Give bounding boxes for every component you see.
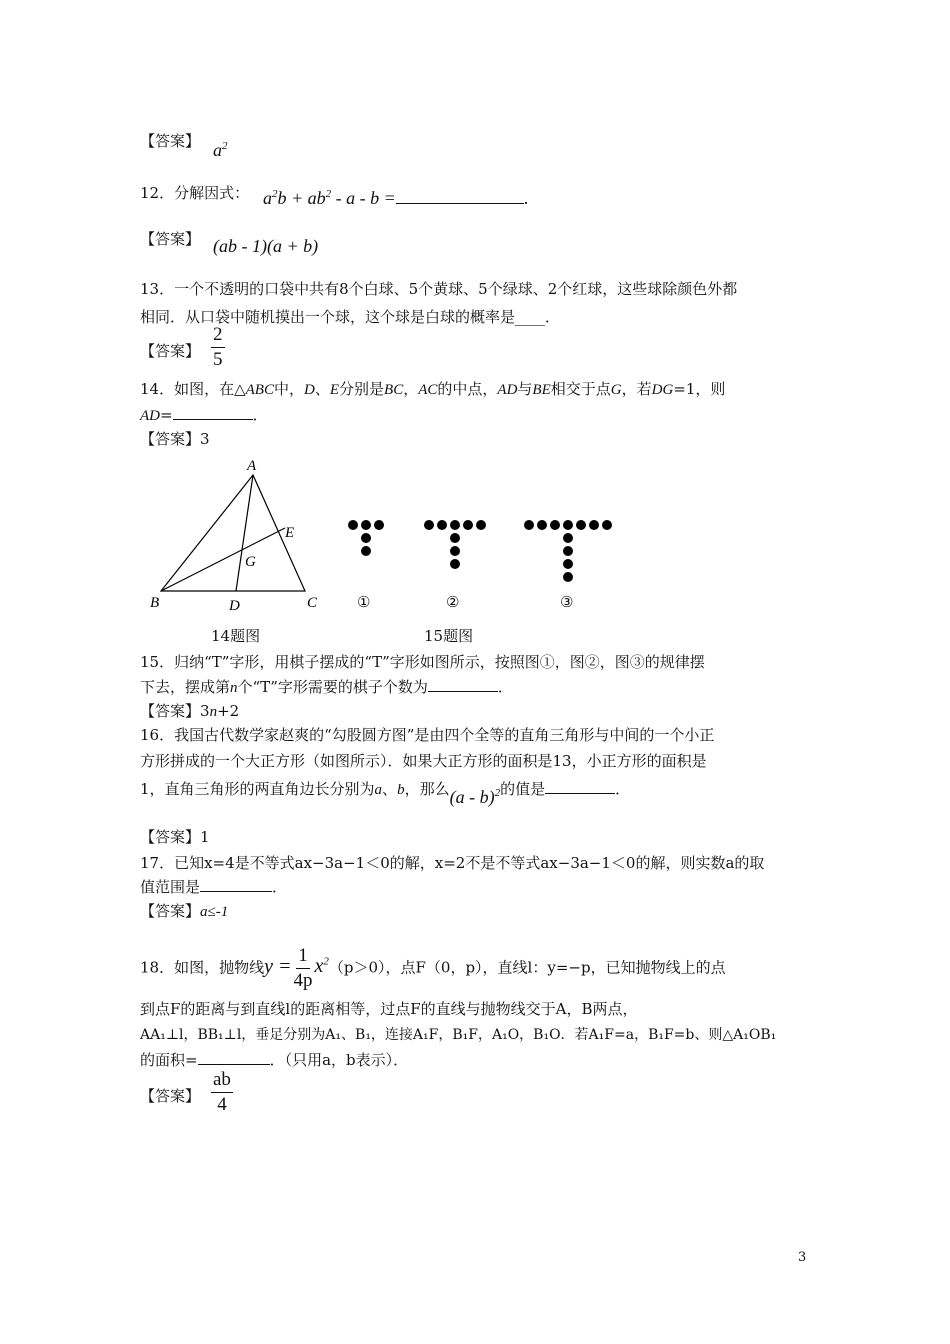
question-18-line1: 18．如图，抛物线y = $\frac{1}{4p}$ $x^2(p>0)$，点F（0，p），直线l：y=−p，已知抛物线上的点 [140, 945, 726, 991]
question-17-line2: 值范围是 ． [140, 878, 288, 896]
fig14-label-B: B [150, 595, 160, 611]
fig14-label-C: C [307, 595, 318, 611]
answer-17: 【答案】a≤-1 [140, 902, 229, 920]
question-18-fraction: $\frac{1}{4p}$ [293, 945, 313, 991]
answer-11: $a^2$ [213, 140, 228, 160]
answer-18-numerator: ab [211, 1070, 233, 1093]
answer-12: (ab - 1)(a + b) [213, 236, 319, 256]
answer-18-denominator: 4 [217, 1093, 227, 1115]
answer-15: 【答案】3n+2 [140, 702, 240, 720]
question-18-line3: AA₁⊥l，BB₁⊥l，垂足分别为A₁、B₁，连接A₁F，B₁F，A₁O，B₁O．若A₁F=a，B₁F=b、则△A₁OB₁ [140, 1027, 777, 1043]
fig15-label-1: ① [357, 593, 371, 611]
question-16-expression: (a - b)$^2$ [449, 787, 501, 807]
answer-13-numerator: 2 [211, 325, 225, 348]
answer-18-fraction [211, 1070, 233, 1115]
question-12 [140, 182, 249, 203]
fig14-label-A: A [247, 458, 257, 474]
answer-label-11: 【答案】 [140, 132, 201, 150]
question-14-line2: AD= ． [140, 406, 268, 424]
question-12-text: 12．分解因式： [140, 184, 250, 202]
figure-15-caption: 15题图 [424, 627, 474, 645]
answer-11-base: a [213, 140, 222, 160]
question-15-line1: 15．归纳“T”字形，用棋子摆成的“T”字形如图所示，按照图①，图②，图③的规律摆 [140, 653, 705, 671]
question-18-line4: 的面积= ．（只用a，b表示）． [140, 1051, 409, 1069]
answer-14-value: 3 [200, 430, 210, 448]
question-14-line1: 14．如图，在△ABC中，D、E分别是BC，AC的中点，AD与BE相交于点G，若DG=1，则 [140, 380, 726, 398]
fig14-label-G: G [245, 554, 256, 570]
answer-14: 【答案】3 [140, 430, 210, 448]
question-12-expression: $a^2b + ab^2 - a - b$ = . [263, 188, 529, 208]
question-17-line1: 17．已知x=4是不等式ax−3a−1＜0的解，x=2不是不等式ax−3a−1＜0的解，则实数a的取 [140, 854, 765, 872]
answer-13-fraction [211, 325, 225, 370]
page-number: 3 [798, 1250, 807, 1265]
answer-label-18: 【答案】 [140, 1087, 201, 1105]
figure-14-triangle [140, 450, 340, 620]
fig14-label-E: E [285, 525, 295, 541]
question-16-line3: 1，直角三角形的两直角边长分别为a、b，那么(a - b)$^2$的值是 ． [140, 780, 631, 807]
question-16-line2: 方形拼成的一个大正方形（如图所示）．如果大正方形的面积是13，小正方形的面积是 [140, 752, 707, 770]
question-15-line2: 下去，摆成第n个“T”字形需要的棋子个数为 ． [140, 678, 513, 696]
answer-label-13: 【答案】 [140, 342, 201, 360]
fig15-label-2: ② [446, 593, 460, 611]
question-13-line2: 相同．从口袋中随机摸出一个球，这个球是白球的概率是____． [140, 308, 561, 326]
question-16-line1: 16．我国古代数学家赵爽的“勾股圆方图”是由四个全等的直角三角形与中间的一个小正 [140, 726, 715, 744]
question-13-line1: 13．一个不透明的口袋中共有8个白球、5个黄球、5个绿球、2个红球，这些球除颜色外都 [140, 280, 738, 298]
figure-14-caption: 14题图 [211, 627, 261, 645]
answer-16: 【答案】1 [140, 828, 210, 846]
fig14-label-D: D [229, 598, 240, 614]
answer-label-12: 【答案】 [140, 230, 201, 248]
question-18-line2: 到点F的距离与到直线l的距离相等，过点F的直线与抛物线交于A，B两点， [140, 1000, 638, 1018]
answer-13-denominator: 5 [213, 348, 223, 370]
fig15-label-3: ③ [560, 593, 574, 611]
